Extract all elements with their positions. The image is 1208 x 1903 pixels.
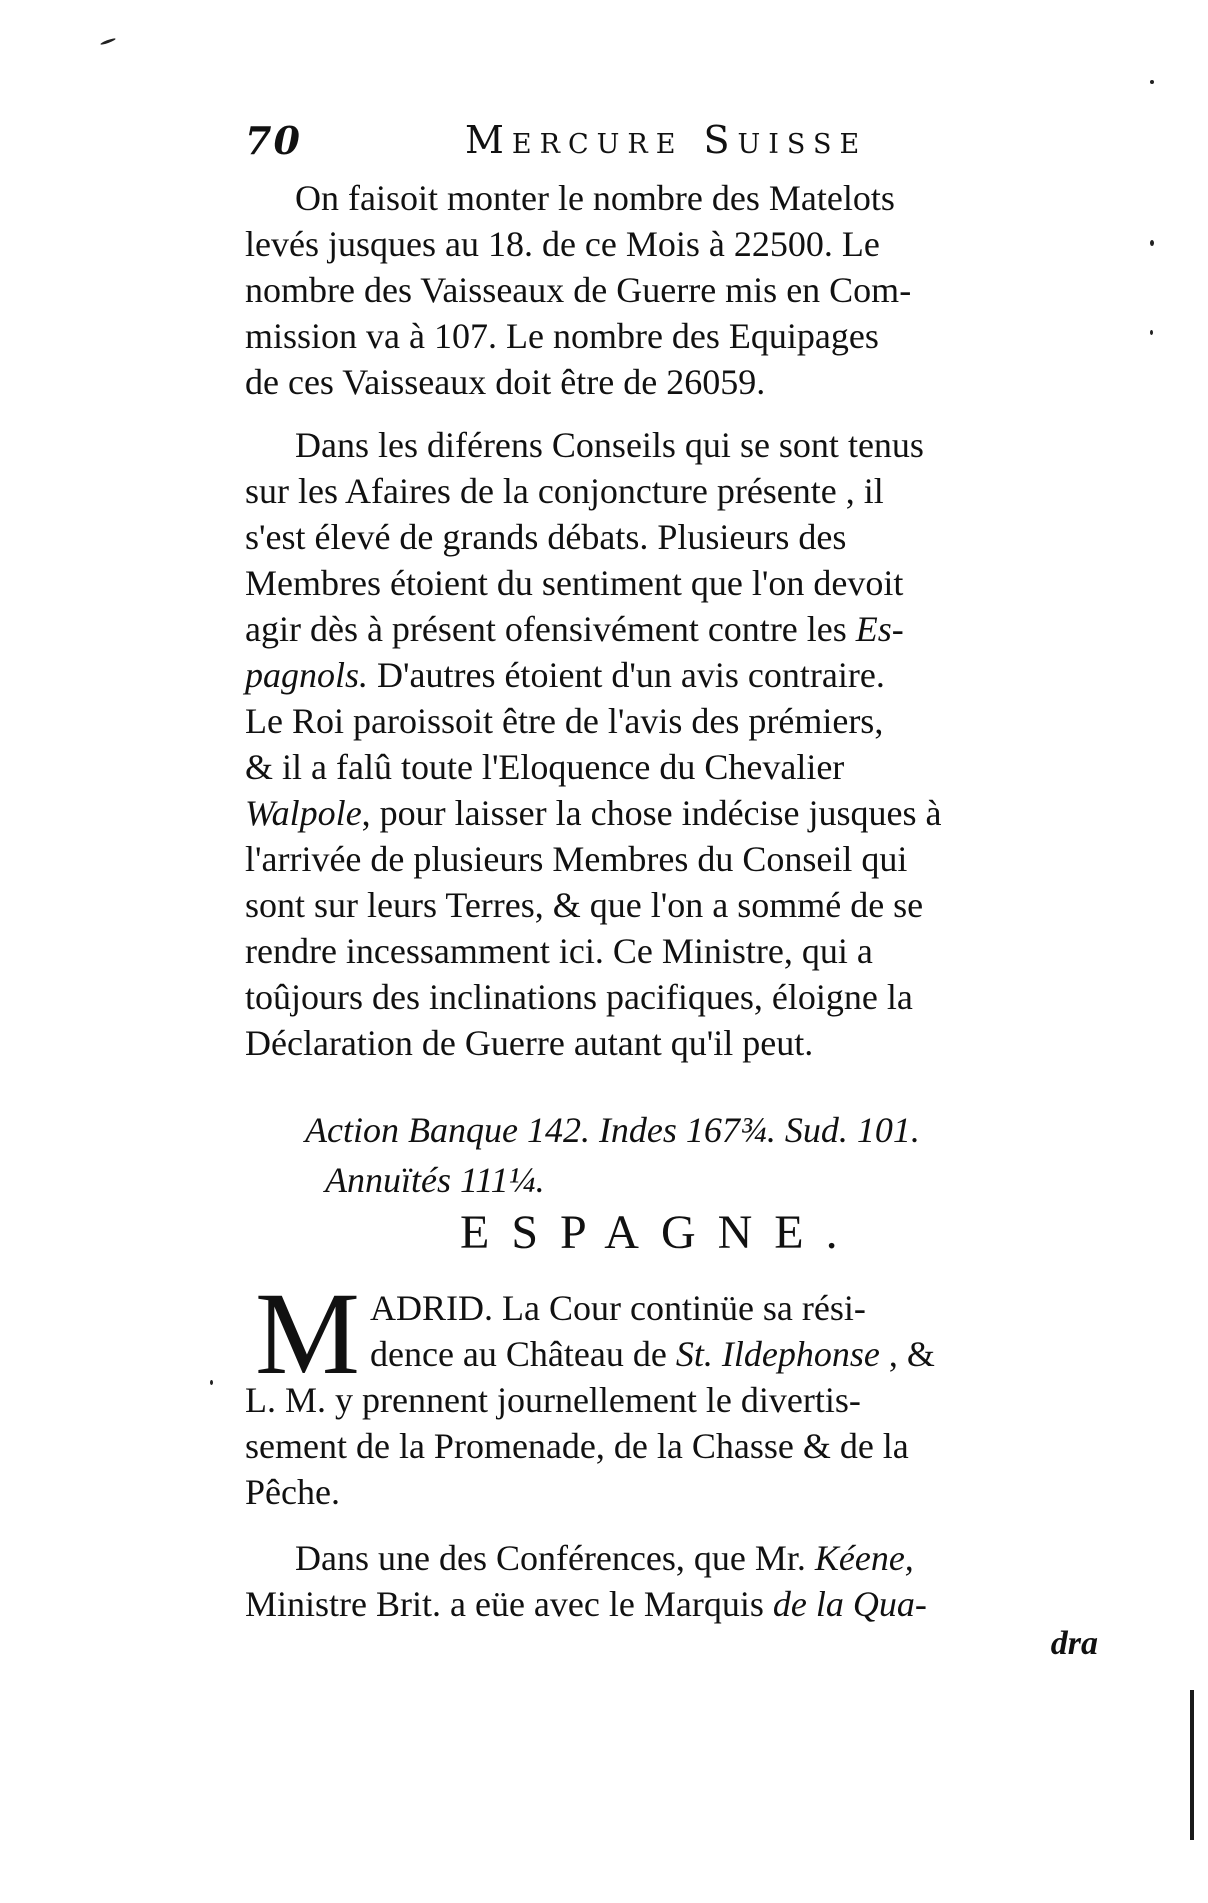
- text-fragment: Ministre Brit. a eüe avec le Marquis: [245, 1584, 764, 1624]
- text-line: [245, 790, 1095, 836]
- text-line: Pêche.: [245, 1472, 340, 1512]
- text-line: rendre incessamment ici. Ce Ministre, qui a: [245, 931, 873, 971]
- paragraph-councils: [245, 422, 1095, 1066]
- catchword: dra: [1050, 1625, 1098, 1662]
- text-line: L. M. y prennent journellement le divertis-: [245, 1380, 861, 1420]
- text-fragment: dence au Château de: [370, 1334, 667, 1374]
- text-line: ADRID. La Cour continüe sa rési-: [370, 1288, 866, 1328]
- ink-speck: [1150, 80, 1154, 84]
- text-line: [245, 606, 1095, 652]
- ink-speck: [210, 1380, 213, 1385]
- text-line: nombre des Vaisseaux de Guerre mis en Com-: [245, 270, 912, 310]
- text-line: [245, 1331, 1095, 1377]
- text-line: de ces Vaisseaux doit être de 26059.: [245, 362, 766, 402]
- stock-quotes: [305, 1105, 1105, 1205]
- text-line: l'arrivée de plusieurs Membres du Conseil qui: [245, 839, 908, 879]
- paragraph-sailors: [245, 175, 1095, 405]
- text-fragment: , pour laisser la chose indécise jusques à: [361, 793, 942, 833]
- ink-speck: [100, 37, 116, 45]
- ink-speck: [1150, 330, 1153, 335]
- drop-cap: M: [255, 1268, 360, 1399]
- text-line: Dans les diférens Conseils qui se sont tenus: [295, 425, 924, 465]
- text-line: sont sur leurs Terres, & que l'on a sommé de se: [245, 885, 924, 925]
- paragraph-madrid: [245, 1285, 1095, 1515]
- paragraph-conferences: [245, 1535, 1095, 1627]
- text-fragment: , &: [888, 1334, 935, 1374]
- running-head: [245, 118, 925, 168]
- italic-name: Walpole: [245, 793, 362, 833]
- running-title: Mercure Suisse: [465, 118, 868, 162]
- text-line: s'est élevé de grands débats. Plusieurs des: [245, 517, 847, 557]
- text-line: Le Roi paroissoit être de l'avis des prémiers,: [245, 701, 884, 741]
- text-fragment: agir dès à présent ofensivément contre les: [245, 609, 847, 649]
- italic-name: Es-: [855, 609, 904, 649]
- text-line: [245, 652, 1095, 698]
- quote-line: Action Banque 142. Indes 167¾. Sud. 101.: [305, 1110, 920, 1150]
- text-line: Membres étoient du sentiment que l'on devoit: [245, 563, 904, 603]
- text-line: On faisoit monter le nombre des Matelots: [295, 178, 895, 218]
- text-fragment: Dans une des Conférences, que Mr.: [295, 1538, 806, 1578]
- section-heading: ESPAGNE.: [460, 1206, 860, 1259]
- text-line: Déclaration de Guerre autant qu'il peut.: [245, 1023, 814, 1063]
- page-edge-shadow: [1190, 1690, 1194, 1840]
- text-line: sur les Afaires de la conjoncture présente , il: [245, 471, 884, 511]
- italic-name: pagnols.: [245, 655, 369, 695]
- text-line: toûjours des inclinations pacifiques, éloigne la: [245, 977, 913, 1017]
- quote-line: Annuïtés 111¼.: [325, 1160, 545, 1200]
- italic-name: Kéene,: [814, 1538, 914, 1578]
- italic-name: de la Qua-: [772, 1584, 927, 1624]
- text-line: & il a falû toute l'Eloquence du Chevalier: [245, 747, 845, 787]
- text-line: [245, 1535, 1095, 1581]
- page-number: 70: [245, 118, 302, 163]
- text-line: mission va à 107. Le nombre des Equipages: [245, 316, 879, 356]
- text-line: sement de la Promenade, de la Chasse & de la: [245, 1426, 909, 1466]
- text-line: levés jusques au 18. de ce Mois à 22500. Le: [245, 224, 880, 264]
- text-line: [245, 1581, 1095, 1627]
- text-fragment: D'autres étoient d'un avis contraire.: [377, 655, 885, 695]
- ink-speck: [1150, 240, 1154, 246]
- italic-place: St. Ildephonse: [675, 1334, 880, 1374]
